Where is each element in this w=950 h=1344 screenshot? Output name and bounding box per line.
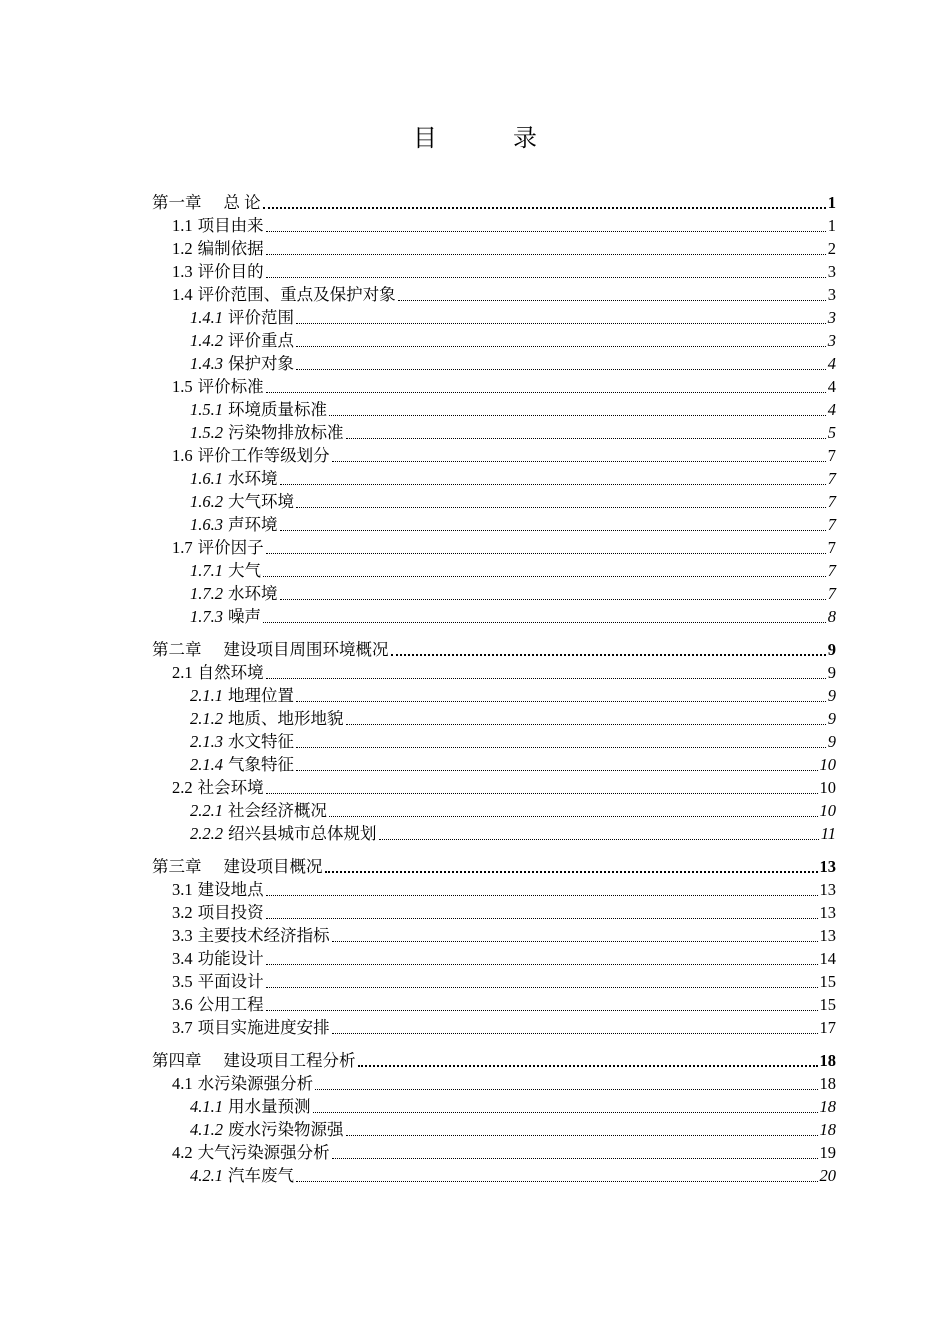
toc-subsection-entry[interactable] [152, 558, 836, 581]
toc-page-number: 7 [827, 561, 836, 580]
toc-dot-leader [332, 1158, 818, 1159]
toc-entry-label: 汽车废气 [228, 1166, 294, 1185]
toc-dot-leader [266, 277, 826, 278]
toc-entry-number: 3.2 [172, 903, 193, 922]
toc-entry-number: 1.5 [172, 377, 193, 396]
toc-entry-number: 第一章 [152, 193, 202, 212]
toc-entry-number: 2.2.1 [190, 801, 223, 820]
toc-dot-leader [346, 1135, 818, 1136]
toc-entry-number: 2.1.2 [190, 709, 223, 728]
toc-page-number: 9 [827, 732, 836, 751]
toc-subsection-entry[interactable] [152, 489, 836, 512]
toc-section-entry[interactable] [152, 443, 836, 466]
toc-page-number: 9 [827, 709, 836, 728]
toc-entry-number: 1.4.2 [190, 331, 223, 350]
toc-page-number: 7 [827, 515, 836, 534]
toc-entry-label: 评价重点 [228, 331, 294, 350]
toc-dot-leader [280, 530, 826, 531]
toc-entry-label: 气象特征 [228, 755, 294, 774]
toc-page-number: 18 [819, 1051, 836, 1070]
toc-page-number: 17 [819, 1018, 836, 1037]
toc-section-entry[interactable] [152, 236, 836, 259]
toc-page-number: 11 [820, 824, 836, 843]
toc-entry-label: 水环境 [228, 469, 278, 488]
toc-entry-label: 主要技术经济指标 [197, 926, 330, 945]
toc-section-entry[interactable] [152, 213, 836, 236]
toc-entry-number: 1.6.2 [190, 492, 223, 511]
toc-section-entry[interactable] [152, 775, 836, 798]
toc-page-number: 4 [827, 354, 836, 373]
toc-entry-number: 1.6.1 [190, 469, 223, 488]
toc-page-number: 5 [827, 423, 836, 442]
toc-entry-number: 1.4 [172, 285, 193, 304]
toc-subsection-entry[interactable] [152, 581, 836, 604]
toc-entry-label: 社会环境 [197, 778, 264, 797]
toc-dot-leader [296, 1181, 818, 1182]
toc-dot-leader [280, 599, 826, 600]
toc-dot-leader [313, 1112, 818, 1113]
toc-dot-leader [296, 507, 826, 508]
toc-entry-label: 绍兴县城市总体规划 [228, 824, 377, 843]
toc-subsection-entry[interactable] [152, 821, 836, 844]
toc-entry-label: 功能设计 [197, 949, 264, 968]
toc-entry-number: 3.7 [172, 1018, 193, 1037]
toc-dot-leader [296, 770, 818, 771]
toc-section-entry[interactable] [152, 535, 836, 558]
toc-dot-leader [263, 576, 826, 577]
toc-dot-leader [296, 747, 826, 748]
toc-subsection-entry[interactable] [152, 351, 836, 374]
toc-subsection-entry[interactable] [152, 328, 836, 351]
toc-page-number: 7 [827, 446, 836, 465]
toc-dot-leader [266, 254, 826, 255]
toc-dot-leader [346, 438, 826, 439]
toc-entry-label: 水环境 [228, 584, 278, 603]
table-of-contents [152, 189, 836, 1186]
toc-page-number: 19 [819, 1143, 836, 1162]
toc-entry-label: 噪声 [228, 607, 261, 626]
toc-subsection-entry[interactable] [152, 420, 836, 443]
toc-entry-label: 环境质量标准 [228, 400, 327, 419]
toc-entry-label: 自然环境 [197, 663, 264, 682]
toc-subsection-entry[interactable] [152, 1094, 836, 1117]
toc-subsection-entry[interactable] [152, 1163, 836, 1186]
toc-entry-label: 地理位置 [228, 686, 294, 705]
toc-chapter-entry[interactable] [152, 189, 836, 213]
toc-subsection-entry[interactable] [152, 1117, 836, 1140]
toc-entry-label: 污染物排放标准 [228, 423, 344, 442]
toc-page-number: 9 [827, 686, 836, 705]
toc-dot-leader [296, 701, 826, 702]
toc-entry-number: 3.4 [172, 949, 193, 968]
toc-page-number: 14 [819, 949, 836, 968]
toc-entry-label: 地质、地形地貌 [228, 709, 344, 728]
toc-dot-leader [266, 678, 826, 679]
toc-entry-number: 2.2 [172, 778, 193, 797]
toc-section-entry[interactable] [152, 877, 836, 900]
toc-subsection-entry[interactable] [152, 604, 836, 627]
toc-entry-label: 保护对象 [228, 354, 294, 373]
toc-section-entry[interactable] [152, 1140, 836, 1163]
toc-page-number: 8 [827, 607, 836, 626]
toc-page-number: 10 [819, 801, 836, 820]
toc-entry-number: 2.1.1 [190, 686, 223, 705]
toc-entry-number: 1.3 [172, 262, 193, 281]
toc-section-entry[interactable] [152, 282, 836, 305]
toc-page-number: 4 [827, 400, 836, 419]
toc-entry-label: 水污染源强分析 [197, 1074, 314, 1093]
toc-page-number: 1 [827, 193, 836, 212]
toc-entry-number: 3.6 [172, 995, 193, 1014]
toc-page-number: 10 [819, 755, 836, 774]
toc-entry-number: 1.5.2 [190, 423, 223, 442]
toc-section-entry[interactable] [152, 969, 836, 992]
toc-entry-label: 项目由来 [197, 216, 264, 235]
toc-page-number: 3 [827, 308, 836, 327]
toc-subsection-entry[interactable] [152, 683, 836, 706]
toc-entry-label: 建设项目概况 [223, 857, 323, 876]
toc-entry-number: 3.3 [172, 926, 193, 945]
toc-entry-label: 社会经济概况 [228, 801, 327, 820]
toc-dot-leader [263, 207, 826, 209]
toc-dot-leader [266, 392, 826, 393]
toc-page-number: 15 [819, 995, 836, 1014]
toc-entry-number: 4.1.1 [190, 1097, 223, 1116]
toc-page-number: 18 [819, 1120, 836, 1139]
toc-section-entry[interactable] [152, 1015, 836, 1038]
toc-entry-label: 评价标准 [197, 377, 264, 396]
toc-page-number: 13 [819, 857, 836, 876]
toc-page-number: 7 [827, 469, 836, 488]
toc-page-number: 2 [827, 239, 836, 258]
toc-entry-label: 大气环境 [228, 492, 294, 511]
toc-dot-leader [296, 346, 826, 347]
toc-entry-number: 1.7.2 [190, 584, 223, 603]
toc-entry-number: 2.2.2 [190, 824, 223, 843]
toc-section-entry[interactable] [152, 374, 836, 397]
toc-dot-leader [346, 724, 826, 725]
toc-entry-label: 编制依据 [197, 239, 264, 258]
toc-page-number: 10 [819, 778, 836, 797]
toc-subsection-entry[interactable] [152, 512, 836, 535]
toc-dot-leader [398, 300, 826, 301]
toc-dot-leader [266, 793, 818, 794]
toc-entry-label: 评价范围、重点及保护对象 [197, 285, 396, 304]
toc-subsection-entry[interactable] [152, 706, 836, 729]
toc-entry-number: 1.6.3 [190, 515, 223, 534]
toc-dot-leader [266, 964, 818, 965]
toc-section-entry[interactable] [152, 946, 836, 969]
toc-entry-number: 第二章 [152, 640, 202, 659]
toc-page-number: 9 [827, 640, 836, 659]
toc-dot-leader [332, 1033, 818, 1034]
toc-entry-label: 大气污染源强分析 [197, 1143, 330, 1162]
toc-dot-leader [315, 1089, 817, 1090]
toc-entry-number: 4.2.1 [190, 1166, 223, 1185]
toc-entry-number: 3.5 [172, 972, 193, 991]
toc-entry-label: 水文特征 [228, 732, 294, 751]
toc-dot-leader [391, 654, 826, 656]
toc-section-entry[interactable] [152, 992, 836, 1015]
toc-entry-number: 第四章 [152, 1051, 202, 1070]
toc-entry-number: 1.2 [172, 239, 193, 258]
toc-page-number: 13 [819, 880, 836, 899]
toc-title: 目 录 [413, 126, 563, 152]
toc-dot-leader [329, 816, 818, 817]
toc-entry-label: 用水量预测 [228, 1097, 311, 1116]
toc-entry-label: 评价工作等级划分 [197, 446, 330, 465]
toc-dot-leader [329, 415, 826, 416]
toc-chapter-entry[interactable] [152, 853, 836, 877]
toc-entry-label: 平面设计 [197, 972, 264, 991]
toc-entry-number: 3.1 [172, 880, 193, 899]
toc-entry-label: 总 论 [223, 193, 261, 212]
toc-entry-label: 建设项目周围环境概况 [223, 640, 389, 659]
toc-dot-leader [266, 895, 818, 896]
toc-page-number: 4 [827, 377, 836, 396]
toc-dot-leader [266, 987, 818, 988]
toc-chapter-entry[interactable] [152, 1047, 836, 1071]
toc-entry-label: 评价范围 [228, 308, 294, 327]
toc-dot-leader [296, 369, 826, 370]
toc-entry-number: 1.7 [172, 538, 193, 557]
toc-page-number: 9 [827, 663, 836, 682]
toc-chapter-entry[interactable] [152, 636, 836, 660]
toc-section-entry[interactable] [152, 923, 836, 946]
toc-dot-leader [280, 484, 826, 485]
toc-subsection-entry[interactable] [152, 729, 836, 752]
toc-dot-leader [266, 918, 818, 919]
toc-entry-number: 1.4.1 [190, 308, 223, 327]
toc-section-entry[interactable] [152, 660, 836, 683]
toc-page-number: 1 [827, 216, 836, 235]
toc-entry-number: 4.2 [172, 1143, 193, 1162]
toc-entry-label: 大气 [228, 561, 261, 580]
toc-page-number: 13 [819, 926, 836, 945]
toc-entry-number: 4.1 [172, 1074, 193, 1093]
toc-page-number: 7 [827, 584, 836, 603]
toc-entry-label: 评价因子 [197, 538, 264, 557]
toc-entry-number: 1.1 [172, 216, 193, 235]
toc-entry-number: 1.7.3 [190, 607, 223, 626]
toc-section-entry[interactable] [152, 1071, 836, 1094]
toc-section-entry[interactable] [152, 259, 836, 282]
toc-subsection-entry[interactable] [152, 397, 836, 420]
toc-page-number: 3 [827, 331, 836, 350]
toc-subsection-entry[interactable] [152, 752, 836, 775]
toc-dot-leader [358, 1065, 818, 1067]
toc-entry-number: 2.1.3 [190, 732, 223, 751]
toc-page-number: 7 [827, 492, 836, 511]
toc-entry-number: 4.1.2 [190, 1120, 223, 1139]
toc-subsection-entry[interactable] [152, 305, 836, 328]
toc-entry-label: 建设地点 [197, 880, 264, 899]
toc-entry-label: 声环境 [228, 515, 278, 534]
toc-subsection-entry[interactable] [152, 798, 836, 821]
toc-entry-label: 项目投资 [197, 903, 264, 922]
toc-entry-number: 1.4.3 [190, 354, 223, 373]
toc-page-number: 13 [819, 903, 836, 922]
toc-subsection-entry[interactable] [152, 466, 836, 489]
toc-dot-leader [332, 461, 826, 462]
toc-page-number: 3 [827, 262, 836, 281]
toc-dot-leader [266, 231, 826, 232]
toc-page-number: 15 [819, 972, 836, 991]
toc-entry-number: 2.1.4 [190, 755, 223, 774]
toc-dot-leader [266, 1010, 818, 1011]
toc-entry-number: 2.1 [172, 663, 193, 682]
toc-page-number: 3 [827, 285, 836, 304]
toc-dot-leader [325, 871, 818, 873]
toc-page-number: 7 [827, 538, 836, 557]
toc-page-number: 20 [819, 1166, 836, 1185]
toc-entry-label: 公用工程 [197, 995, 264, 1014]
toc-entry-label: 建设项目工程分析 [223, 1051, 356, 1070]
toc-entry-number: 1.7.1 [190, 561, 223, 580]
toc-entry-label: 项目实施进度安排 [197, 1018, 330, 1037]
toc-section-entry[interactable] [152, 900, 836, 923]
toc-entry-label: 评价目的 [197, 262, 264, 281]
toc-dot-leader [263, 622, 826, 623]
toc-entry-number: 1.5.1 [190, 400, 223, 419]
toc-page-number: 18 [819, 1097, 836, 1116]
toc-page-number: 18 [819, 1074, 836, 1093]
toc-dot-leader [379, 839, 819, 840]
toc-entry-number: 第三章 [152, 857, 202, 876]
toc-dot-leader [266, 553, 826, 554]
toc-entry-number: 1.6 [172, 446, 193, 465]
toc-dot-leader [296, 323, 826, 324]
toc-entry-label: 废水污染物源强 [228, 1120, 344, 1139]
toc-dot-leader [332, 941, 818, 942]
